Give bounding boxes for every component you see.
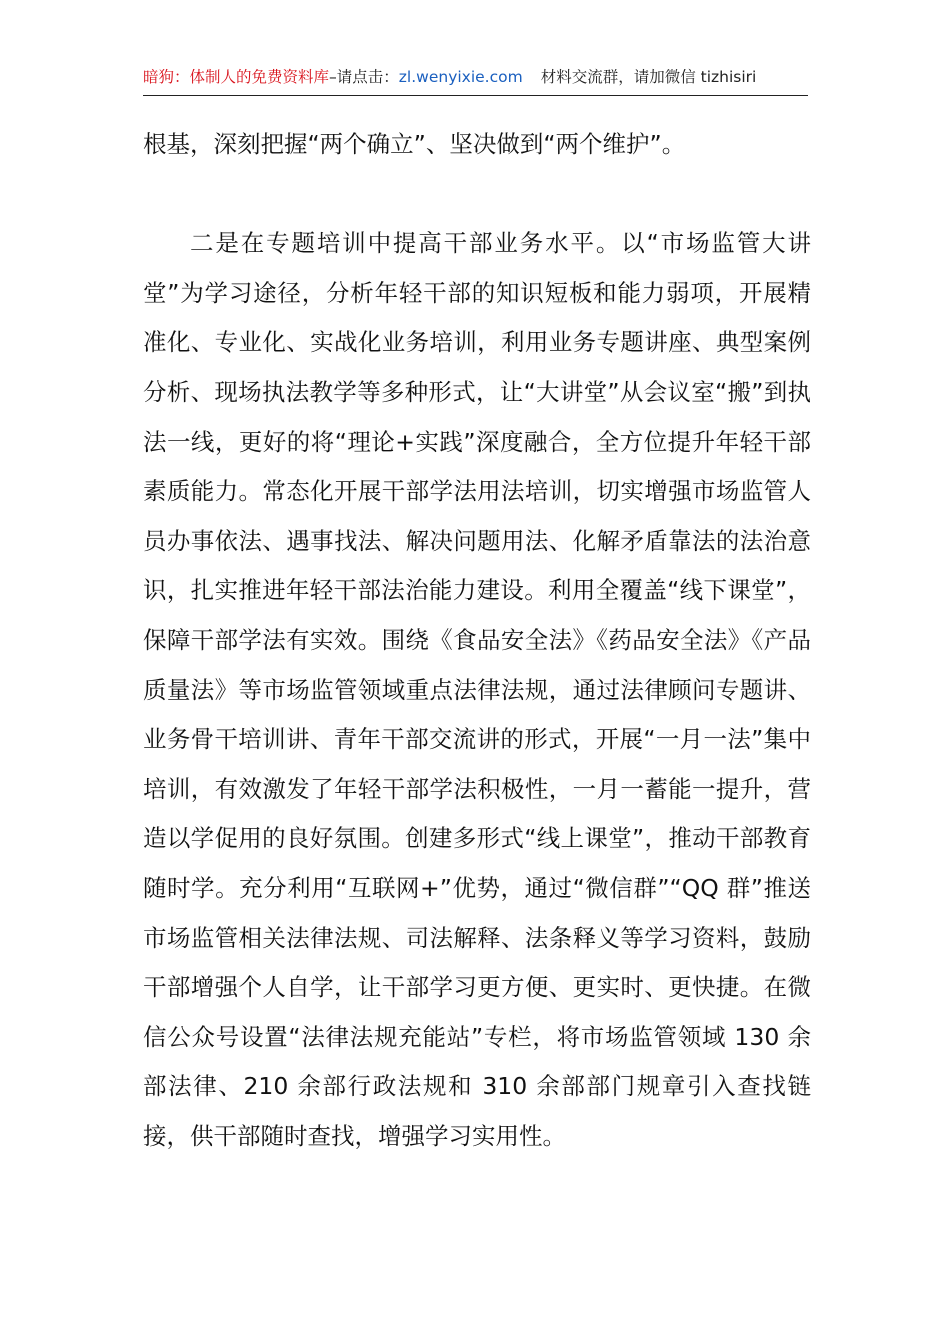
document-body <box>143 120 811 1161</box>
paragraph-training: 二是在专题培训中提高干部业务水平。以“市场监管大讲堂”为学习途径，分析年轻干部的知识短板和能力弱项，开展精准化、专业化、实战化业务培训，利用业务专题讲座、典型案例分析、现场执法教学等多种形式，让“大讲堂”从会议室“搬”到执法一线，更好的将“理论+实践”深度融合，全方位提升年轻干部素质能力。常态化开展干部学法用法培训，切实增强市场监管人员办事依法、遇事找法、解决问题用法、化解矛盾靠法的法治意识，扎实推进年轻干部法治能力建设。利用全覆盖“线下课堂”，保障干部学法有实效。围绕《食品安全法》《药品安全法》《产品质量法》等市场监管领域重点法律法规，通过法律顾问专题讲、业务骨干培训讲、青年干部交流讲的形式，开展“一月一法”集中培训，有效激发了年轻干部学法积极性，一月一蓄能一提升，营造以学促用的良好氛围。创建多形式“线上课堂”，推动干部教育随时学。充分利用“互联网+”优势，通过“微信群”“QQ 群”推送市场监管相关法律法规、司法解释、法条释义等学习资料，鼓励干部增强个人自学，让干部学习更方便、更实时、更快捷。在微信公众号设置“法律法规充能站”专栏，将市场监管领域 130 余部法律、210 余部行政法规和 310 余部部门规章引入查找链接，供干部随时查找，增强学习实用性。 <box>143 229 811 1150</box>
page-header <box>143 62 808 96</box>
header-link[interactable]: zl.wenyixie.com <box>398 68 523 86</box>
paragraph-continuation: 根基，深刻把握“两个确立”、坚决做到“两个维护”。 <box>143 130 686 158</box>
header-brand[interactable]: 暗狗：体制人的免费资料库 <box>143 68 330 86</box>
header-group-note: 材料交流群，请加微信 tizhisiri <box>540 68 757 86</box>
header-prompt: –请点击： <box>329 68 399 86</box>
